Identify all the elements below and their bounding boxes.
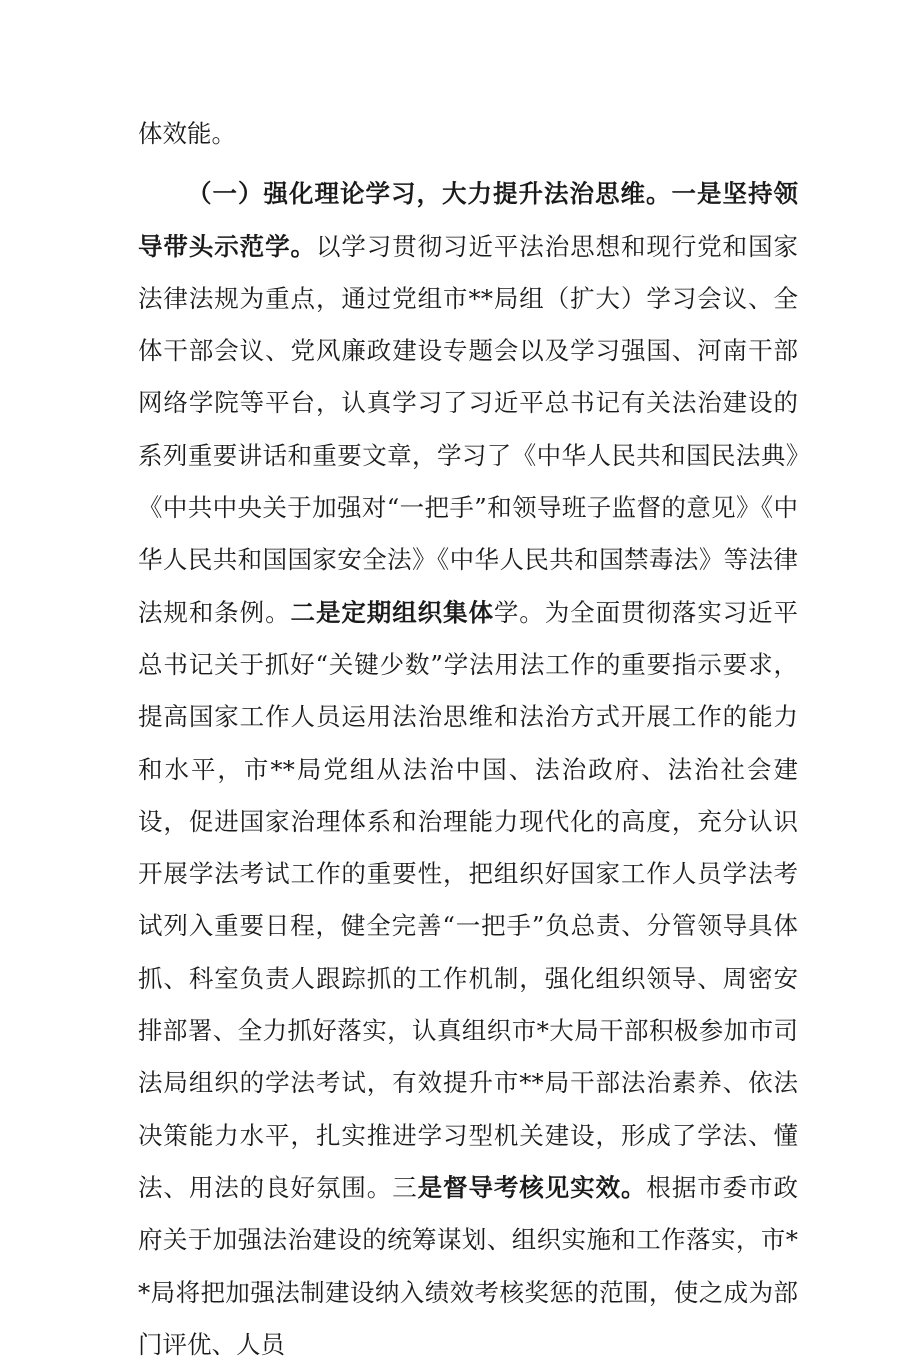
item3-title-head: 三 xyxy=(392,1172,418,1202)
continuation-text: 体效能。 xyxy=(138,119,236,148)
item2-body: 为全面贯彻落实习近平总书记关于抓好“关键少数”学法用法工作的重要指示要求，提高国家工作人员运用法治思维和法治方式开展工作的能力和水平，市**局党组从法治中国、法治政府、法治社会建设，促进国家治理体系和治理能力现代化的高度，充分认识开展学法考试工作的重要性，把组织好国家工作人员学法考试列入重要日程，健全完善“一把手”负总责、分管领导具体抓、科室负责人跟踪抓的工作机制，强化组织领导、周密安排部署、全力抓好落实，认真组织市*大局干部积极参加市司法局组织的学法考试，有效提升市**局干部法治素养、依法决策能力水平，扎实推进学习型机关建设，形成了学法、懂法、用法的良好氛围。 xyxy=(138,597,799,1202)
item2-title-tail: 学。 xyxy=(493,597,545,627)
section-heading: （一）强化理论学习，大力提升法治思维。 xyxy=(187,179,672,209)
item2-title: 二是定期组织集体 xyxy=(290,597,494,627)
section-paragraph xyxy=(138,168,798,1371)
item1-title: 一是坚持领导带头示范学。 xyxy=(138,179,798,261)
item3-body: 根据市委市政府关于加强法治建设的统筹谋划、组织实施和工作落实，市**局将把加强法制建设纳入绩效考核奖惩的范围，使之成为部门评优、人员 xyxy=(138,1172,799,1359)
continuation-paragraph xyxy=(138,108,798,160)
document-body xyxy=(138,108,798,1371)
item3-title: 是督导考核见实效。 xyxy=(417,1172,647,1202)
item1-body: 以学习贯彻习近平法治思想和现行党和国家法律法规为重点，通过党组市**局组（扩大）学习会议、全体干部会议、党风廉政建设专题会以及学习强国、河南干部网络学院等平台，认真学习了习近平总书记有关法治建设的系列重要讲话和重要文章，学习了《中华人民共和国民法典》《中共中央关于加强对“一把手”和领导班子监督的意见》《中华人民共和国国家安全法》《中华人民共和国禁毒法》等法律法规和条例。 xyxy=(138,231,799,627)
